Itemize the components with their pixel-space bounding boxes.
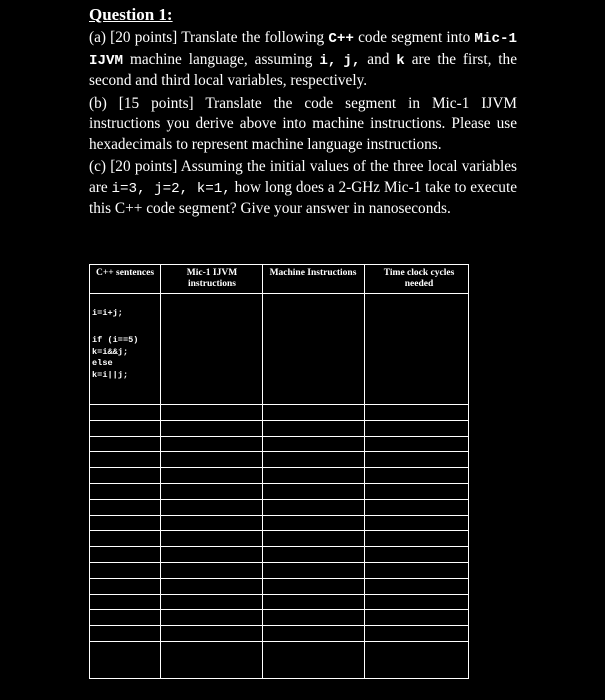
- column-divider: [160, 265, 161, 678]
- code-line-assign: i=i+j;: [92, 308, 123, 318]
- table-row-line: [90, 609, 468, 610]
- table-row-line: [90, 594, 468, 595]
- table-row-line: [90, 562, 468, 563]
- header-cpp-sentences: C++ sentences: [95, 268, 155, 278]
- part-c-text: (c) [20 points] Assuming the initial values of the three local variables are i=3, j=2, k=1, how long does a 2-GHz Mic-1 take to execute this C++ code segment? Give your answer in nanoseconds.: [89, 158, 517, 217]
- question-block: [89, 4, 517, 222]
- table-row-line: [90, 467, 468, 468]
- header-ijvm-instructions: Mic-1 IJVM instructions: [186, 268, 238, 289]
- table-row-line: [90, 530, 468, 531]
- table-row-line: [90, 451, 468, 452]
- table-row-line: [90, 436, 468, 437]
- column-divider: [262, 265, 263, 678]
- table-row-line: [90, 483, 468, 484]
- table-row-line: [90, 499, 468, 500]
- header-clock-cycles: Time clock cycles needed: [383, 268, 455, 289]
- code-block-if-else: if (i==5) k=i&&j; else k=i||j;: [92, 335, 139, 380]
- column-divider: [364, 265, 365, 678]
- table-row-line: [90, 578, 468, 579]
- answer-table: [89, 264, 469, 679]
- header-machine-instructions: Machine Instructions: [269, 268, 357, 278]
- question-title: Question 1:: [89, 5, 173, 24]
- table-row-line: [90, 404, 468, 405]
- part-a-text: (a) [20 points] Translate the following C++ code segment into Mic-1 IJVM machine language, assuming i, j, and k are the first, the second and third local variables, respectively.: [89, 29, 517, 89]
- table-row-line: [90, 546, 468, 547]
- part-b-text: (b) [15 points] Translate the code segment in Mic-1 IJVM instructions you derive above into machine instructions. Please use hexadecimals to represent machine language instructions.: [89, 94, 517, 153]
- header-divider: [90, 293, 468, 294]
- table-row-line: [90, 515, 468, 516]
- table-row-line: [90, 420, 468, 421]
- table-row-line: [90, 641, 468, 642]
- table-row-line: [90, 625, 468, 626]
